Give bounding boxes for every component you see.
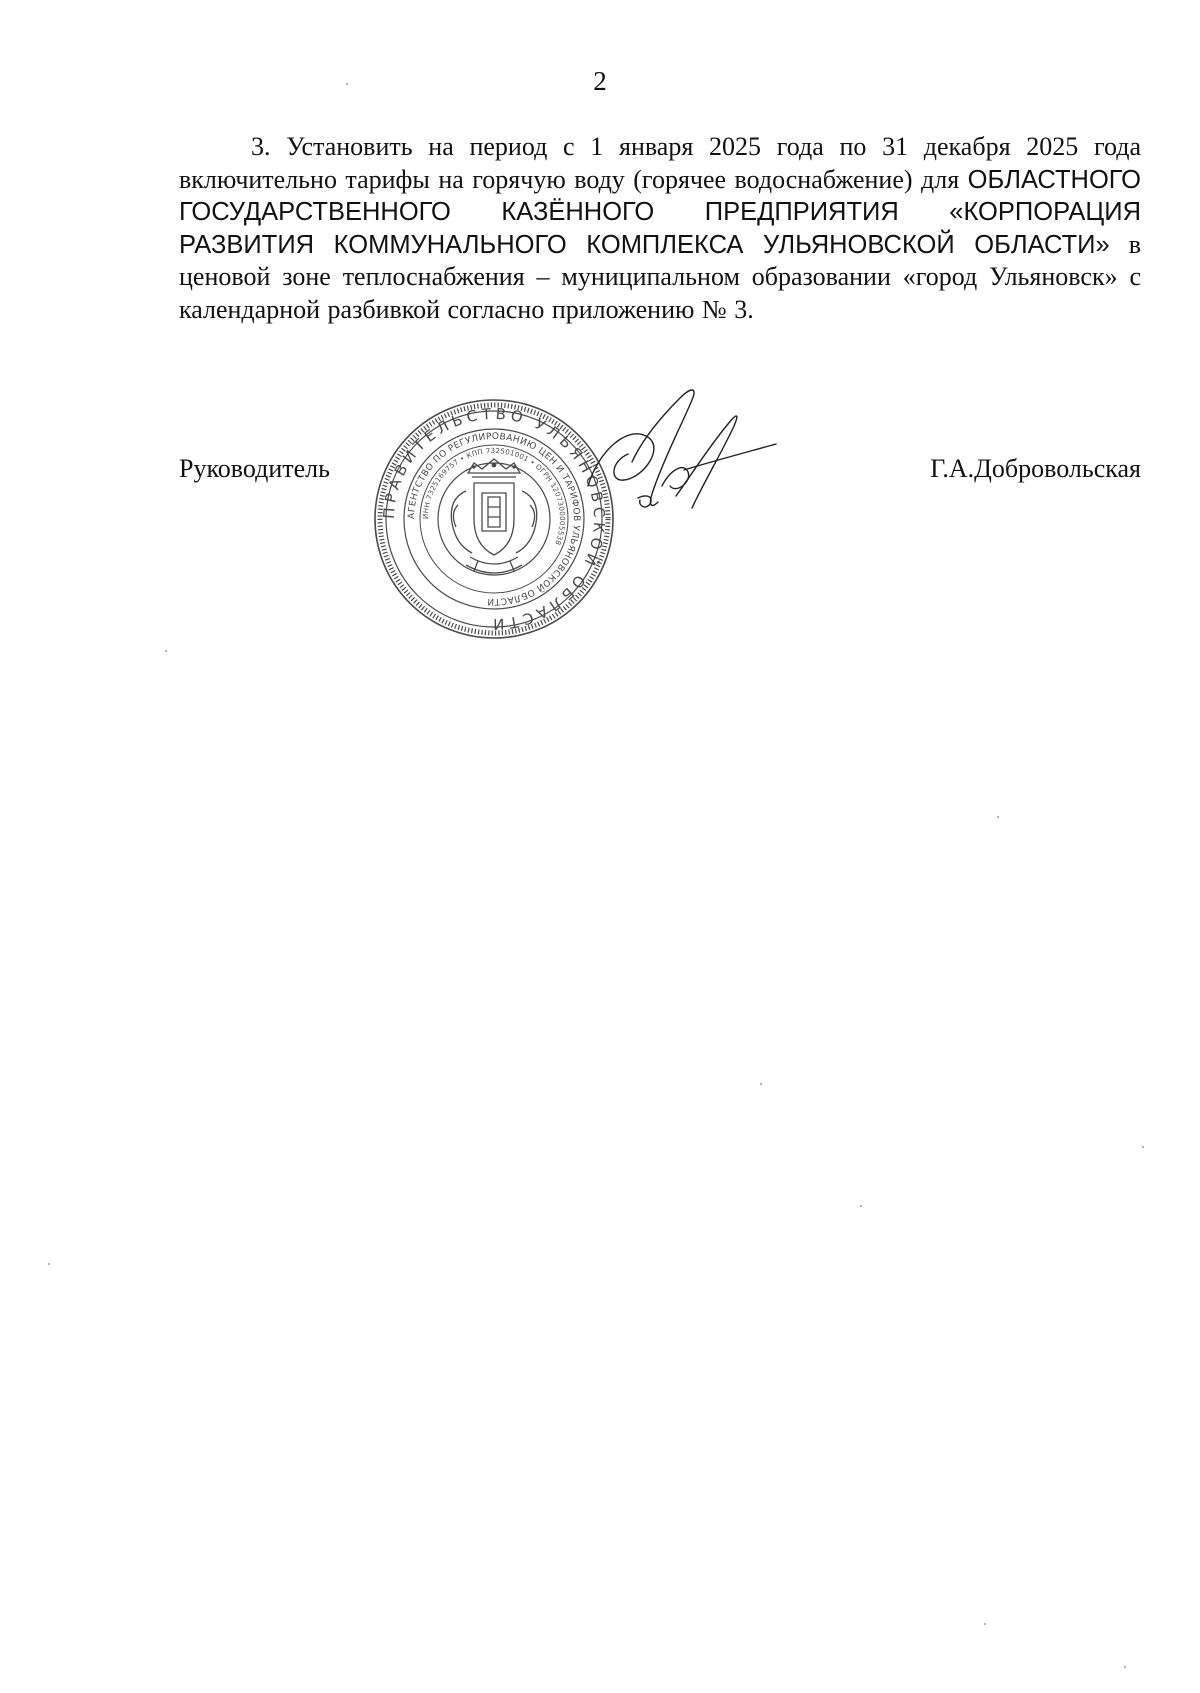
scan-speck xyxy=(346,83,348,85)
scan-speck xyxy=(165,650,167,652)
scan-speck xyxy=(860,1205,862,1207)
signer-name: Г.А.Добровольская xyxy=(930,454,1141,483)
paragraph-tail: в ценовой зоне теплоснабжения – муниципальном образовании «город Ульяновск» с календарной разбивкой согласно приложению № 3. xyxy=(179,229,1142,324)
scan-speck xyxy=(984,1623,986,1625)
signer-position: Руководитель xyxy=(179,454,330,483)
scan-speck xyxy=(1142,1146,1144,1148)
scan-speck xyxy=(48,1263,50,1265)
seal-outer-text: ПРАВИТЕЛЬСТВО УЛЬЯНОВСКОЙ ОБЛАСТИ xyxy=(379,404,609,634)
organization-name: ОБЛАСТНОГО ГОСУДАРСТВЕННОГО КАЗЁННОГО ПРЕДПРИЯТИЯ «КОРПОРАЦИЯ РАЗВИТИЯ КОММУНАЛЬНОГО КОМПЛЕКСА УЛЬЯНОВСКОЙ ОБЛАСТИ» xyxy=(179,165,1142,259)
scan-speck xyxy=(1124,1666,1126,1668)
resolution-paragraph xyxy=(179,131,1141,327)
seal-inner-text: АГЕНТСТВО ПО РЕГУЛИРОВАНИЮ ЦЕН И ТАРИФОВ УЛЬЯНОВСКОЙ ОБЛАСТИ xyxy=(406,431,582,607)
svg-text:АГЕНТСТВО ПО РЕГУЛИРОВАНИЮ ЦЕН xyxy=(407,432,581,606)
scan-speck xyxy=(760,1083,762,1085)
paragraph-lead: 3. Установить на период с 1 января 2025 года по 31 декабря 2025 года включительно тарифы на горячую воду (горячее водоснабжение) для xyxy=(179,132,1141,194)
page-number: 2 xyxy=(593,66,607,96)
handwritten-signature-icon xyxy=(580,378,780,538)
scan-speck xyxy=(997,816,999,818)
seal-codes-text: ИНН 7325169757 • КПП 732501001 • ОГРН 1207300005538 xyxy=(421,446,567,547)
